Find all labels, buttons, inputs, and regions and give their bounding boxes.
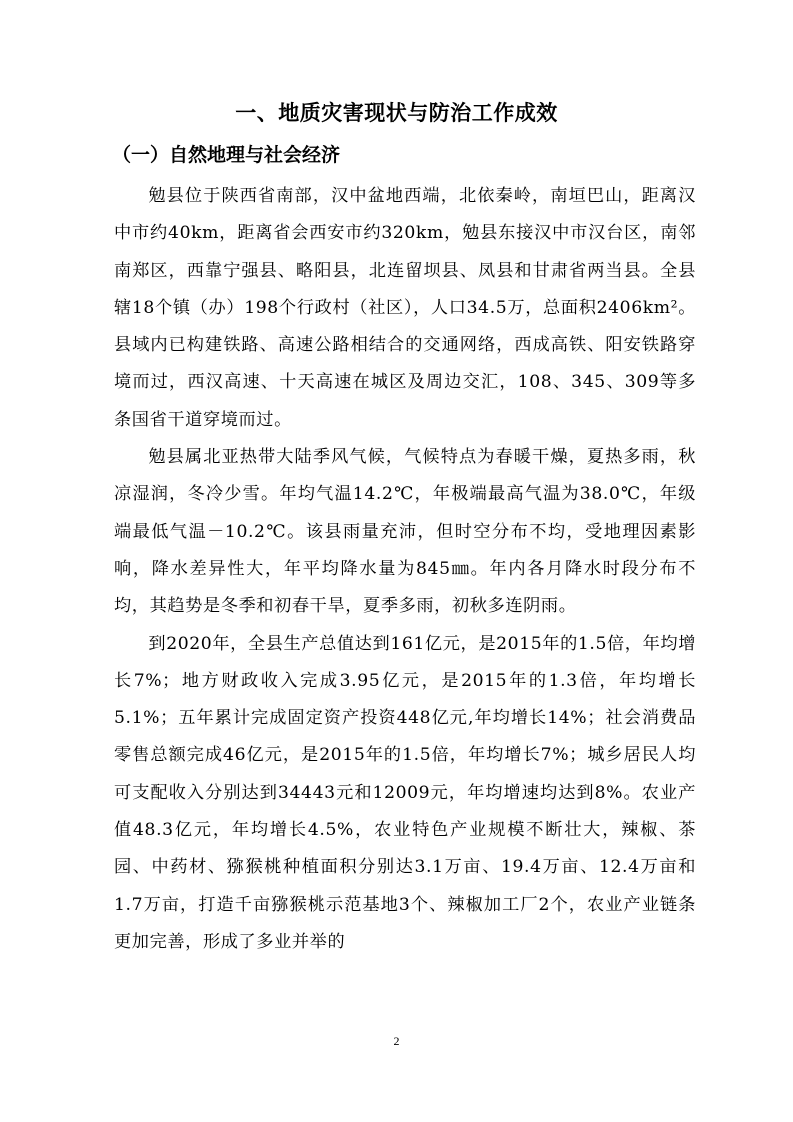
paragraph-climate: 勉县属北亚热带大陆季风气候，气候特点为春暖干燥，夏热多雨，秋凉湿润，冬冷少雪。年均气温14.2℃，年极端最高气温为38.0℃，年级端最低气温－10.2℃。该县雨量充沛，但时空分布不均，受地理因素影响，降水差异性大，年平均降水量为845㎜。年内各月降水时段分布不均，其趋势是冬季和初春干旱，夏季多雨，初秋多连阴雨。 xyxy=(114,447,696,617)
page-number: 2 xyxy=(393,1034,400,1048)
paragraph-geography: 勉县位于陕西省南部，汉中盆地西端，北依秦岭，南垣巴山，距离汉中市约40km，距离省会西安市约320km，勉县东接汉中市汉台区，南邻南郑区，西靠宁强县、略阳县，北连留坝县、凤县和甘肃省两当县。全县辖18个镇（办）198个行政村（社区），人口34.5万，总面积2406km²。县域内已构建铁路、高速公路相结合的交通网络，西成高铁、阳安铁路穿境而过，西汉高速、十天高速在城区及周边交汇，108、345、309等多条国省干道穿境而过。 xyxy=(114,186,696,430)
body-text xyxy=(114,178,696,961)
paragraph-economy: 到2020年，全县生产总值达到161亿元，是2015年的1.5倍，年均增长7%；地方财政收入完成3.95亿元，是2015年的1.3倍，年均增长5.1%；五年累计完成固定资产投资448亿元,年均增长14%；社会消费品零售总额完成46亿元，是2015年的1.5倍，年均增长7%；城乡居民人均可支配收入分别达到34443元和12009元，年均增速均达到8%。农业产值48.3亿元，年均增长4.5%，农业特色产业规模不断壮大，辣椒、茶园、中药材、猕猴桃种植面积分别达3.1万亩、19.4万亩、12.4万亩和1.7万亩，打造千亩猕猴桃示范基地3个、辣椒加工厂2个，农业产业链条更加完善，形成了多业并举的 xyxy=(114,633,696,952)
section-heading: （一）自然地理与社会经济 xyxy=(112,144,341,166)
page-title: 一、地质灾害现状与防治工作成效 xyxy=(235,101,558,125)
